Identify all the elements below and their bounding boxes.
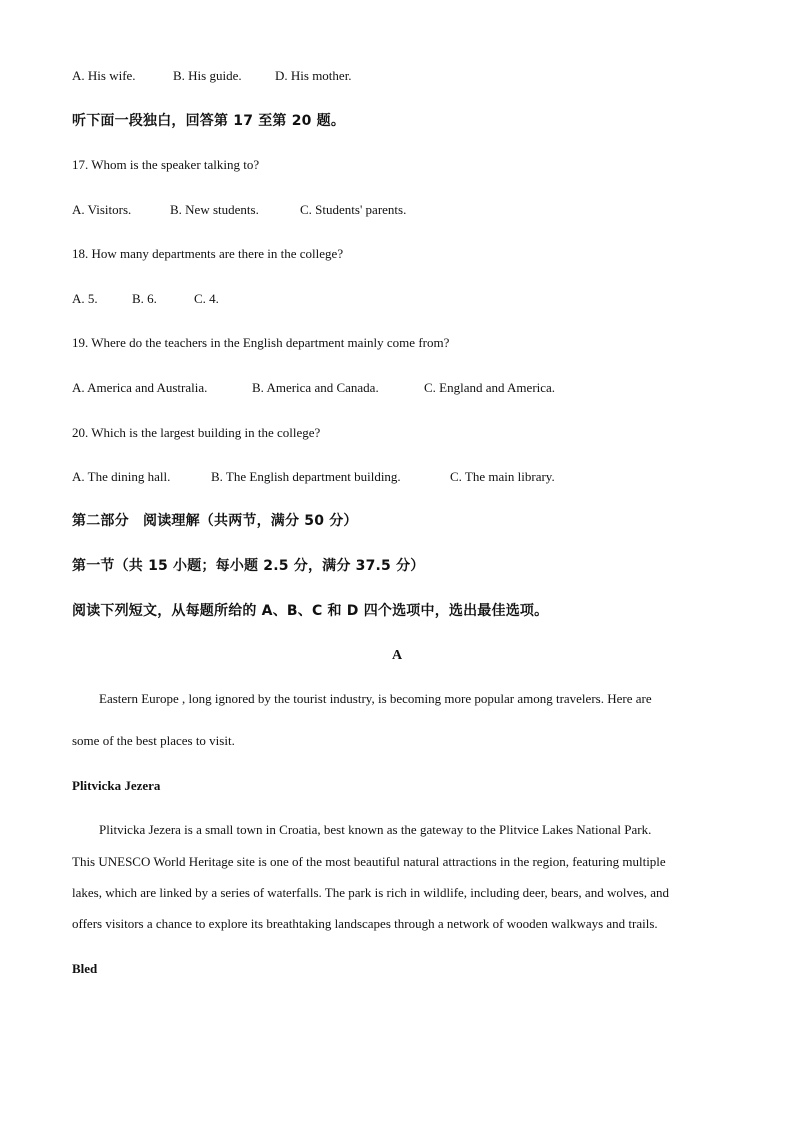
q18-option-b: B. 6. [132,291,157,306]
q16-option-a: A. His wife. [72,68,136,83]
q16-option-b: B. His guide. [173,68,242,83]
plitvicka-line-2: This UNESCO World Heritage site is one of the most beautiful natural attractions in the region, featuring multiple [72,854,666,869]
q19-option-a: A. America and Australia. [72,380,208,395]
q20-stem: 20. Which is the largest building in the college? [72,425,321,440]
reading-instruction: 阅读下列短文，从每题所给的 A、B、C 和 D 四个选项中，选出最佳选项。 [72,603,549,619]
plitvicka-line-4: offers visitors a chance to explore its breathtaking landscapes through a network of wooden walkways and trails. [72,916,658,931]
part2-title: 第二部分 阅读理解（共两节，满分 50 分） [72,513,358,529]
q16-option-d: D. His mother. [275,68,352,83]
q19-option-c: C. England and America. [424,380,556,395]
q20-option-c: C. The main library. [450,469,555,484]
heading-bled: Bled [72,961,98,976]
q19-option-b: B. America and Canada. [252,380,379,395]
plitvicka-line-3: lakes, which are linked by a series of waterfalls. The park is rich in wildlife, including deer, bears, and wolves, and [72,885,670,900]
q16-options [72,68,352,84]
q17-stem: 17. Whom is the speaker talking to? [72,157,260,172]
q17-option-b: B. New students. [170,202,259,217]
q20-options [72,469,555,485]
passage-letter: A [391,648,403,663]
q18-option-a: A. 5. [72,291,98,306]
q18-options [72,291,219,307]
plitvicka-line-1: Plitvicka Jezera is a small town in Croatia, best known as the gateway to the Plitvice Lakes National Park. [99,822,652,837]
heading-plitvicka: Plitvicka Jezera [72,778,161,793]
q18-option-c: C. 4. [194,291,219,306]
q17-option-a: A. Visitors. [72,202,132,217]
q19-options [72,380,555,396]
section-monologue-title: 听下面一段独白，回答第 17 至第 20 题。 [72,113,346,129]
intro-line-2: some of the best places to visit. [72,733,235,748]
q18-stem: 18. How many departments are there in the college? [72,246,344,261]
q19-stem: 19. Where do the teachers in the English department mainly come from? [72,335,450,350]
q17-option-c: C. Students' parents. [300,202,407,217]
q17-options [72,202,406,218]
q20-option-a: A. The dining hall. [72,469,171,484]
q20-option-b: B. The English department building. [211,469,401,484]
section1-title: 第一节（共 15 小题；每小题 2.5 分，满分 37.5 分） [72,558,425,574]
intro-line-1: Eastern Europe , long ignored by the tourist industry, is becoming more popular among travelers. Here are [99,691,652,706]
